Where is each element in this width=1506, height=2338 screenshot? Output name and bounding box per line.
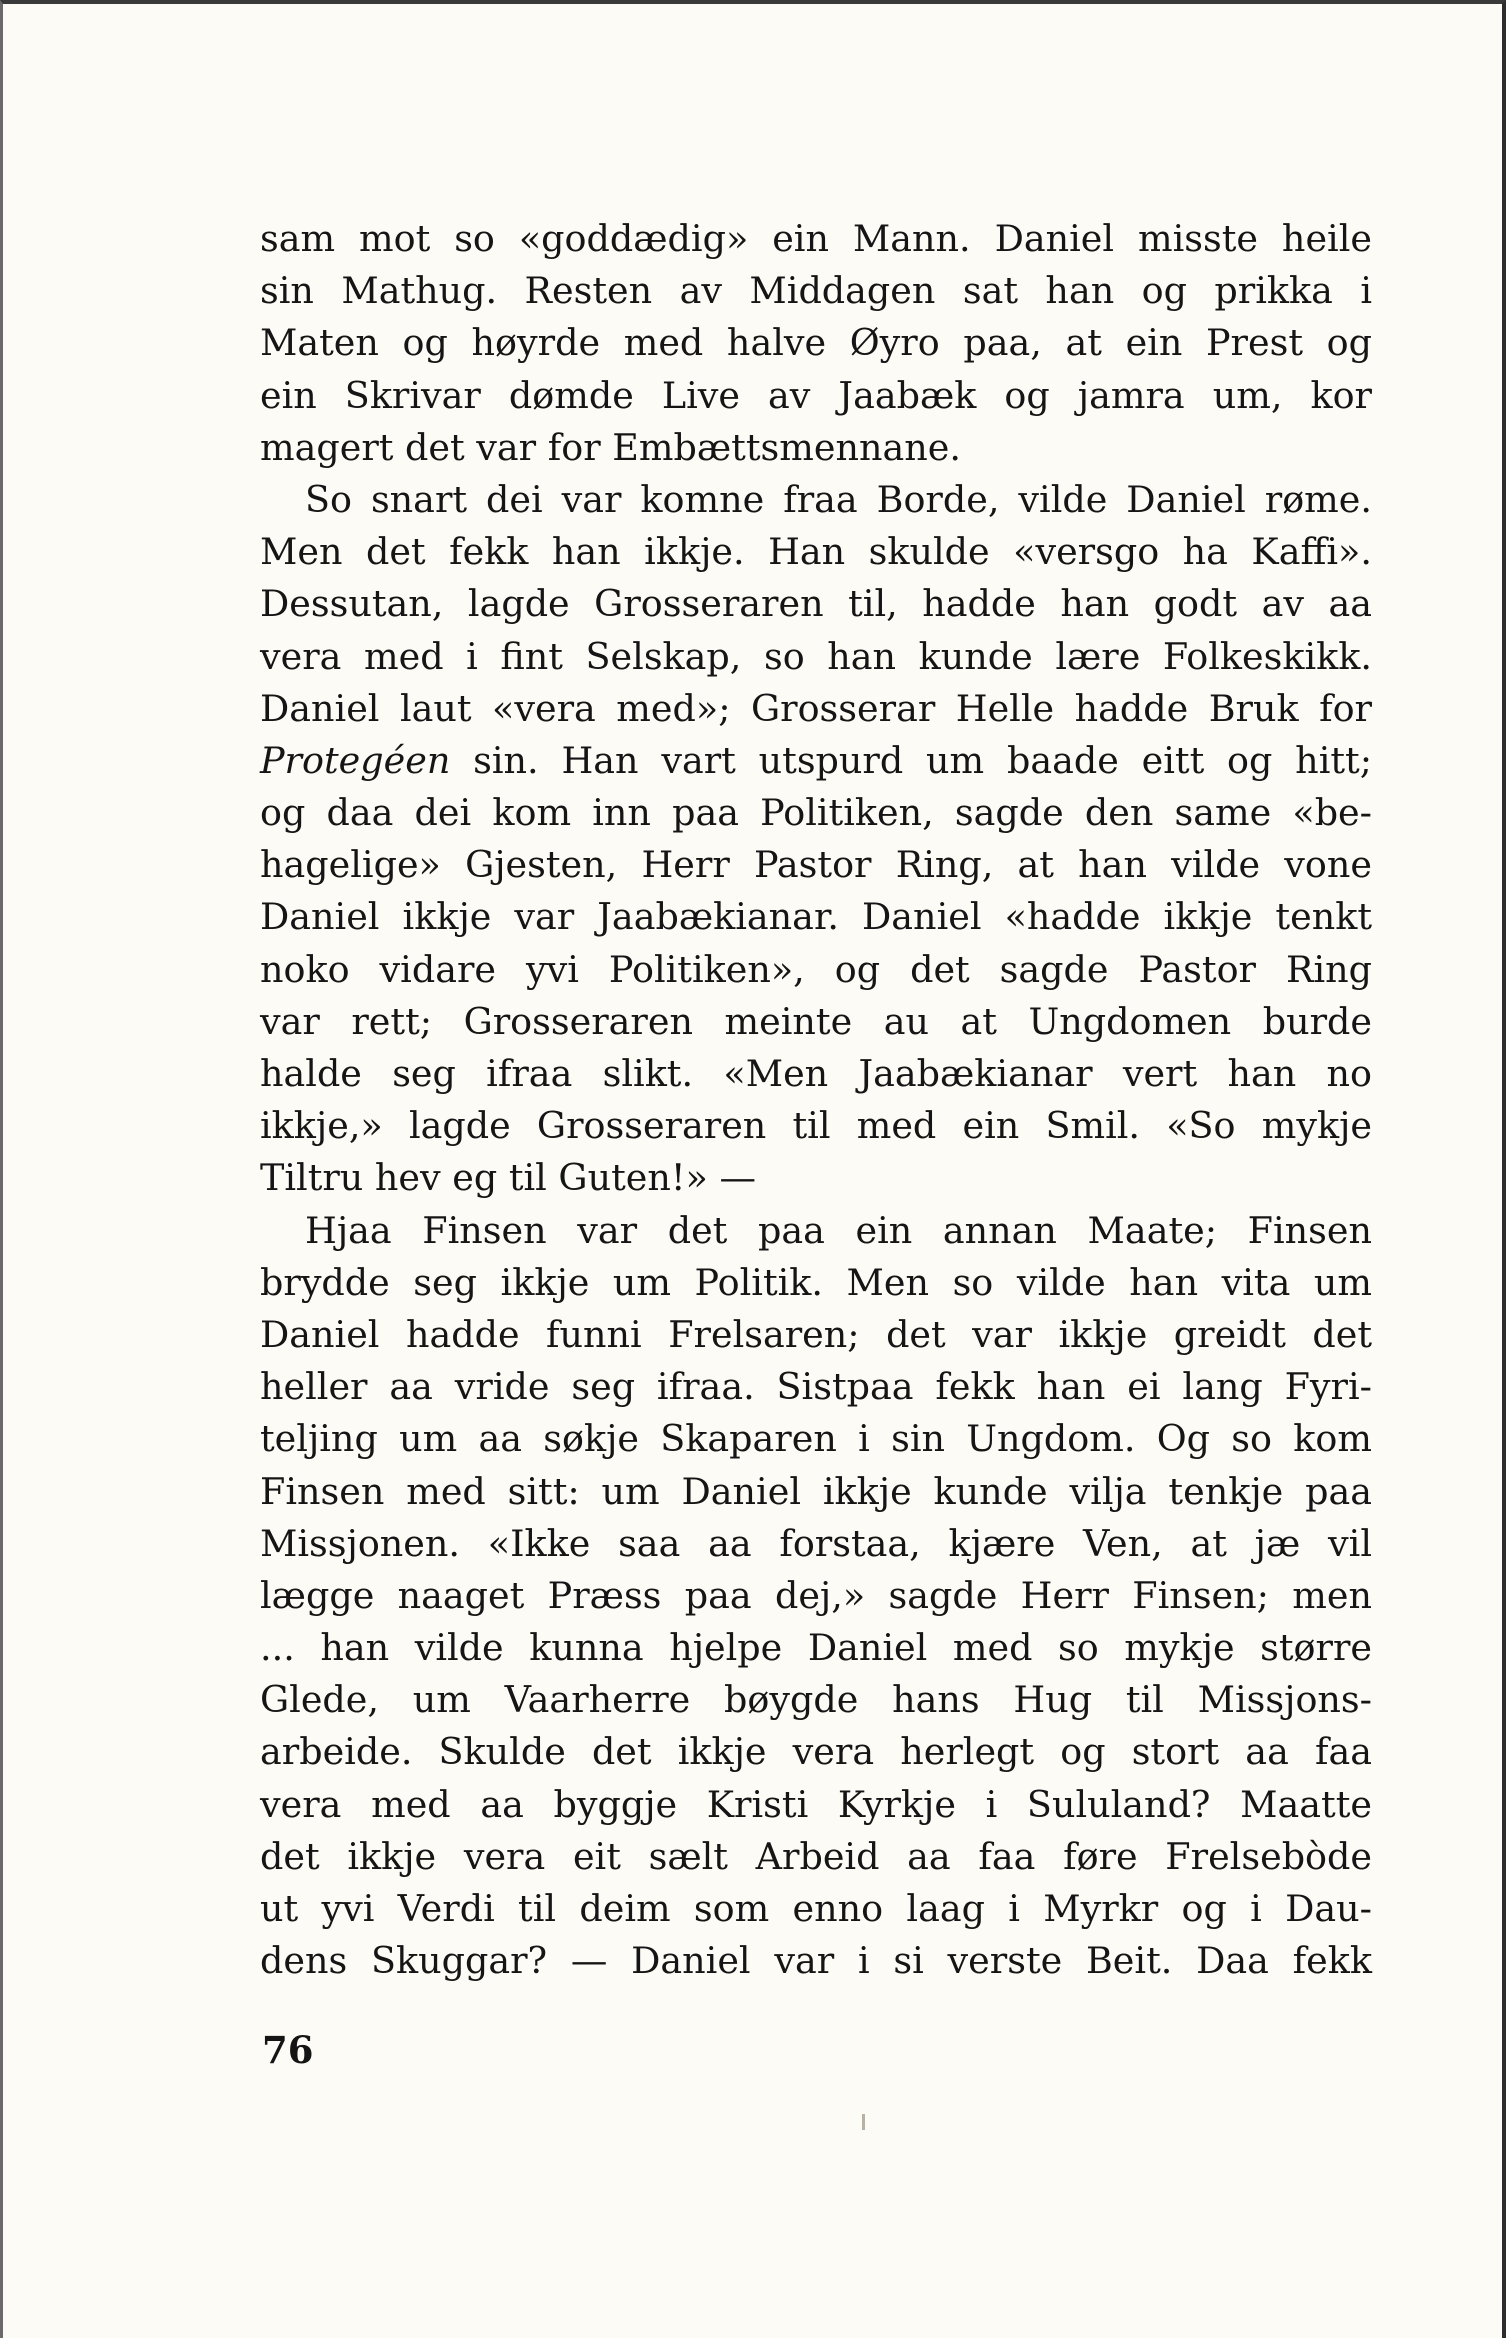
text-line: noko vidare yvi Politiken», og det sagde Pastor Ring bbox=[260, 947, 1372, 991]
text-line: vera med aa byggje Kristi Kyrkje i Sululand? Maatte bbox=[260, 1782, 1372, 1826]
text-line: Finsen med sitt: um Daniel ikkje kunde vilja tenkje paa bbox=[260, 1469, 1372, 1513]
italic-word: Protegéen bbox=[260, 738, 451, 782]
text-line: ein Skrivar dømde Live av Jaabæk og jamra um, kor bbox=[260, 373, 1372, 417]
text-line: Daniel hadde funni Frelsaren; det var ikkje greidt det bbox=[260, 1312, 1372, 1356]
text-line: det ikkje vera eit sælt Arbeid aa faa føre Frelsebòde bbox=[260, 1834, 1372, 1878]
text-line: Missjonen. «Ikke saa aa forstaa, kjære Ven, at jæ vil bbox=[260, 1521, 1372, 1565]
text-line: heller aa vride seg ifraa. Sistpaa fekk han ei lang Fyri- bbox=[260, 1365, 1372, 1409]
text-line: Hjaa Finsen var det paa ein annan Maate; Finsen bbox=[305, 1208, 1372, 1252]
text-line: Tiltru hev eg til Guten!» — bbox=[260, 1156, 756, 1200]
text-line: So snart dei var komne fraa Borde, vilde Daniel røme. bbox=[305, 477, 1372, 521]
text-line: halde seg ifraa slikt. «Men Jaabækianar vert han no bbox=[260, 1052, 1372, 1095]
text-line: lægge naaget Præss paa dej,» sagde Herr Finsen; men bbox=[260, 1573, 1372, 1617]
text-line: Dessutan, lagde Grosseraren til, hadde han godt av aa bbox=[260, 582, 1372, 626]
text-line: teljing um aa søkje Skaparen i sin Ungdom. Og so kom bbox=[260, 1417, 1372, 1461]
text-line: hagelige» Gjesten, Herr Pastor Ring, at han vilde vone bbox=[260, 843, 1372, 887]
text-line: vera med i fint Selskap, so han kunde lære Folkeskikk. bbox=[260, 634, 1372, 678]
text-line: ... han vilde kunna hjelpe Daniel med so mykje større bbox=[260, 1626, 1372, 1670]
text-line: brydde seg ikkje um Politik. Men so vilde han vita um bbox=[260, 1260, 1372, 1304]
text-line: arbeide. Skulde det ikkje vera herlegt og stort aa faa bbox=[260, 1730, 1372, 1774]
text-line: Daniel ikkje var Jaabækianar. Daniel «hadde ikkje tenkt bbox=[260, 895, 1372, 939]
text-line: og daa dei kom inn paa Politiken, sagde den same «be- bbox=[260, 791, 1372, 835]
text-line: Maten og høyrde med halve Øyro paa, at ein Prest og bbox=[260, 321, 1372, 365]
text-line: ikkje,» lagde Grosseraren til med ein Smil. «So mykje bbox=[260, 1104, 1372, 1148]
text-line: magert det var for Embættsmennane. bbox=[260, 425, 961, 469]
body-text bbox=[260, 213, 1372, 1987]
text-line: Glede, um Vaarherre bøygde hans Hug til Missjons- bbox=[260, 1678, 1372, 1722]
text-line: Men det fekk han ikkje. Han skulde «versgo ha Kaffi». bbox=[260, 530, 1372, 574]
paper-speck bbox=[862, 2114, 865, 2130]
text-line: ut yvi Verdi til deim som enno laag i Myrkr og i Dau- bbox=[260, 1887, 1372, 1930]
text-line: sin Mathug. Resten av Middagen sat han og prikka i bbox=[260, 269, 1372, 313]
page-number: 76 bbox=[262, 2028, 314, 2072]
text-line: dens Skuggar? — Daniel var i si verste Beit. Daa fekk bbox=[260, 1939, 1372, 1983]
text-line: Daniel laut «vera med»; Grosserar Helle hadde Bruk for bbox=[260, 686, 1372, 730]
text-line: var rett; Grosseraren meinte au at Ungdomen burde bbox=[260, 999, 1372, 1043]
text-line-mixed bbox=[260, 735, 1372, 787]
text-line: sam mot so «goddædig» ein Mann. Daniel misste heile bbox=[260, 217, 1372, 260]
text-line-rest: sin. Han vart utspurd um baade eitt og hitt; bbox=[450, 738, 1372, 782]
